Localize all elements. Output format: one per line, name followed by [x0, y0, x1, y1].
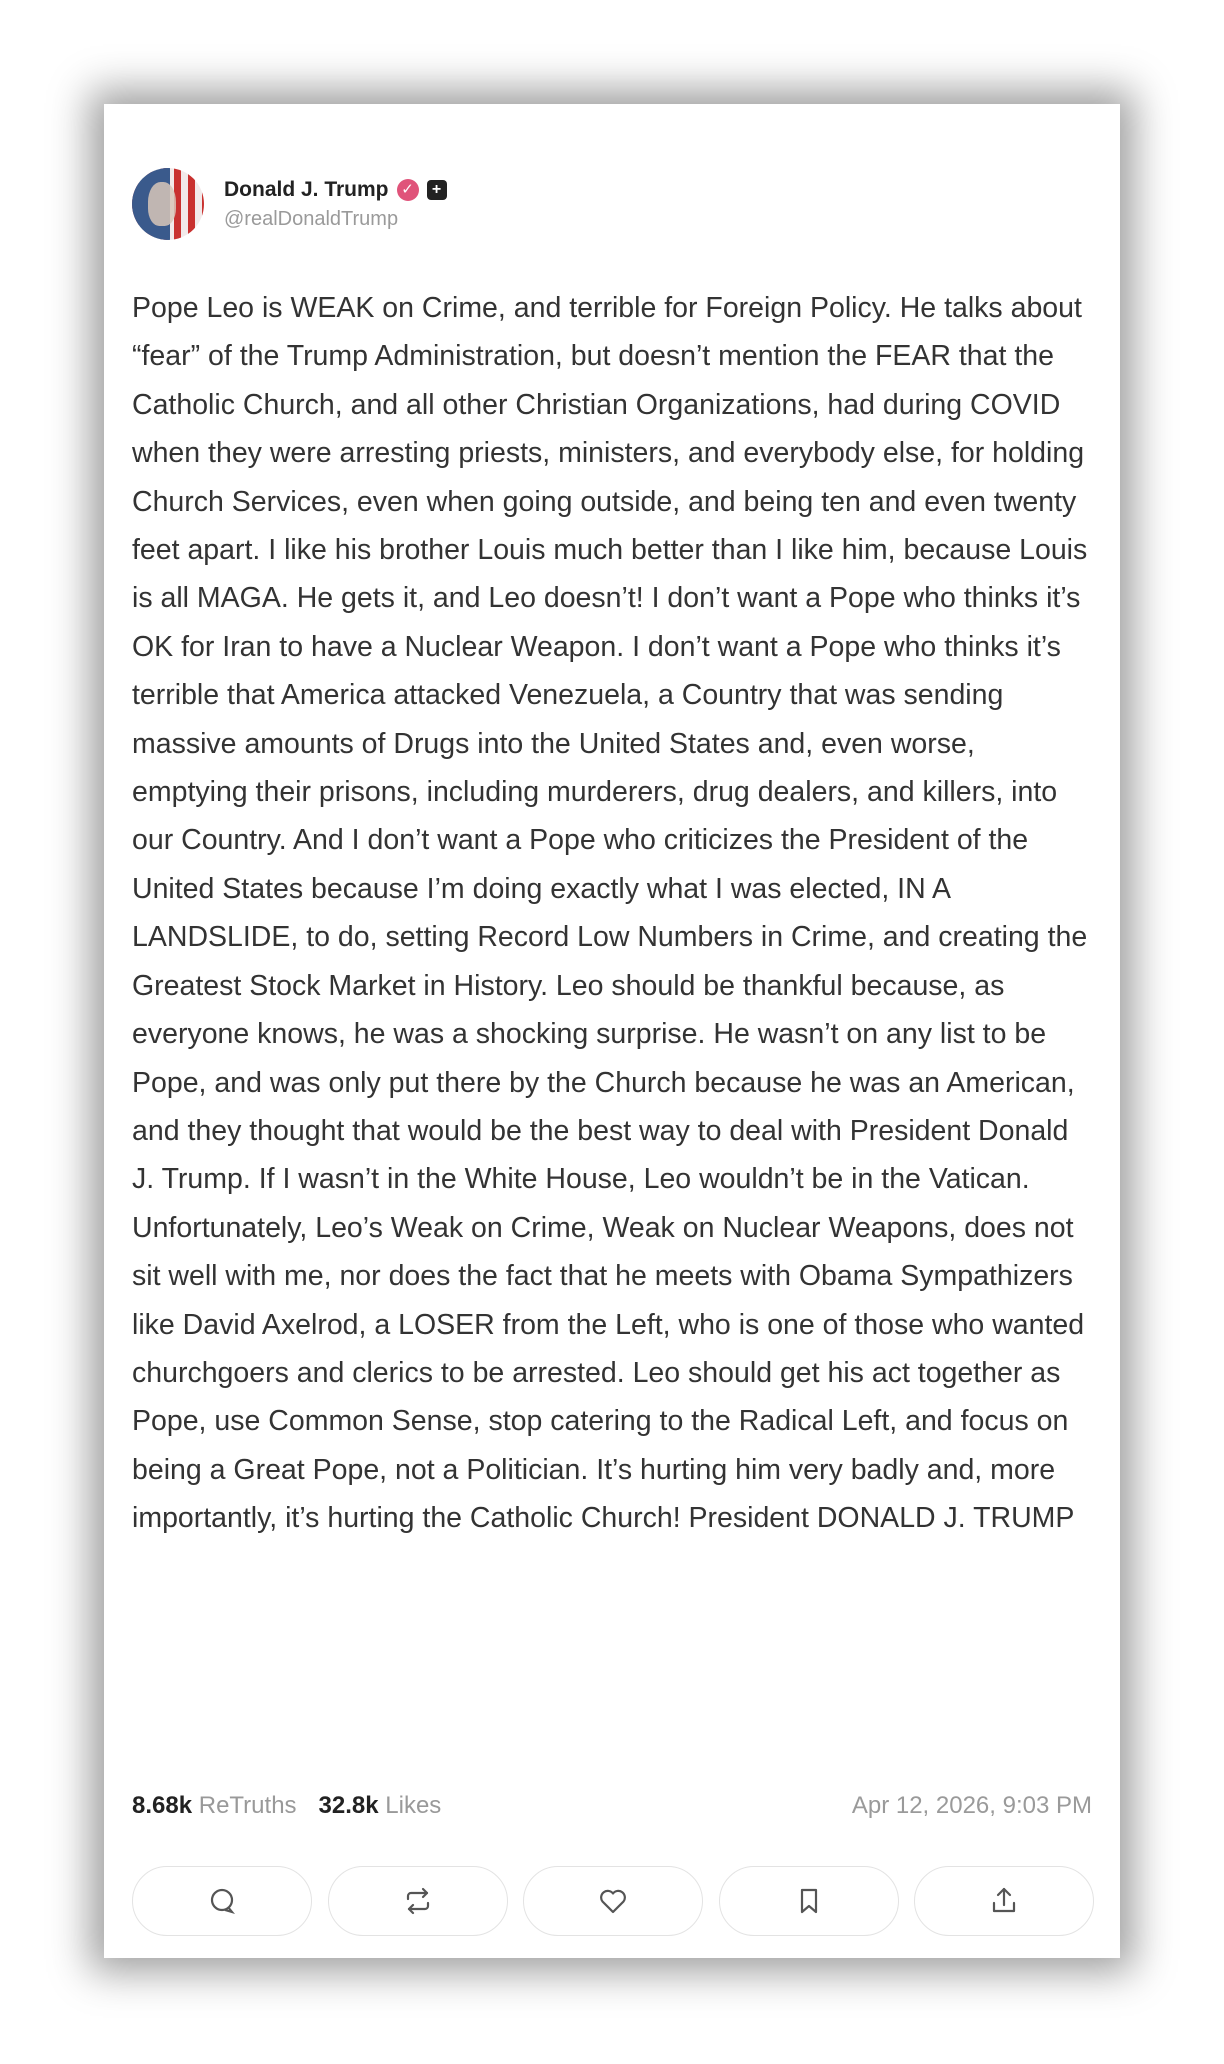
like-heart-icon	[597, 1885, 629, 1917]
likes-count[interactable]: 32.8k	[318, 1792, 379, 1819]
action-bar	[132, 1866, 1094, 1936]
retruths-label[interactable]: ReTruths	[198, 1792, 297, 1819]
retruth-button[interactable]	[328, 1866, 508, 1936]
bookmark-button[interactable]	[719, 1866, 899, 1936]
likes-label[interactable]: Likes	[385, 1792, 442, 1819]
post-body: Pope Leo is WEAK on Crime, and terrible for Foreign Policy. He talks about “fear” of the Trump Administration, but doesn’t mention the FEAR that the Catholic Church, and all other Christian Organizations, had during COVID when they were arresting priests, ministers, and everybody else, for holding Church Services, even when going outside, and being ten and even twenty feet apart. I like his brother Louis much better than I like him, because Louis is all MAGA. He gets it, and Leo doesn’t! I don’t want a Pope who thinks it’s OK for Iran to have a Nuclear Weapon. I don’t want a Pope who thinks it’s terrible that America attacked Venezuela, a Country that was sending massive amounts of Drugs into the United States and, even worse, emptying their prisons, including murderers, drug dealers, and killers, into our Country. And I don’t want a Pope who criticizes the President of the United States because I’m doing exactly what I was elected, IN A LANDSLIDE, to do, setting Record Low Numbers in Crime, and creating the Greatest Stock Market in History. Leo should be thankful because, as everyone knows, he was a shocking surprise. He wasn’t on any list to be Pope, and was only put there by the Church because he was an American, and they thought that would be the best way to deal with President Donald J. Trump. If I wasn’t in the White House, Leo wouldn’t be in the Vatican. Unfortunately, Leo’s Weak on Crime, Weak on Nuclear Weapons, does not sit well with me, nor does the fact that he meets with Obama Sympathizers like David Axelrod, a LOSER from the Left, who is one of those who wanted churchgoers and clerics to be arrested. Leo should get his act together as Pope, use Common Sense, stop catering to the Radical Left, and focus on being a Great Pope, not a Politician. It’s hurting him very badly and, more importantly, it’s hurting the Catholic Church! President DONALD J. TRUMP	[132, 292, 1088, 1535]
share-button[interactable]	[914, 1866, 1094, 1936]
post-card	[104, 104, 1120, 1958]
author-name[interactable]: Donald J. Trump	[224, 177, 389, 201]
post-header	[132, 164, 447, 244]
reply-button[interactable]	[132, 1866, 312, 1936]
share-icon	[988, 1885, 1020, 1917]
like-button[interactable]	[523, 1866, 703, 1936]
reply-icon	[206, 1885, 238, 1917]
post-timestamp[interactable]: Apr 12, 2026, 9:03 PM	[851, 1792, 1092, 1819]
author-handle[interactable]: @realDonaldTrump	[224, 207, 399, 230]
retruths-count[interactable]: 8.68k	[132, 1792, 193, 1819]
bookmark-icon	[793, 1885, 825, 1917]
verified-check-icon: ✓	[397, 179, 419, 201]
plus-badge-icon: +	[427, 180, 447, 200]
retruth-icon	[402, 1885, 434, 1917]
post-stats	[132, 1792, 1092, 1820]
avatar[interactable]	[132, 168, 204, 240]
